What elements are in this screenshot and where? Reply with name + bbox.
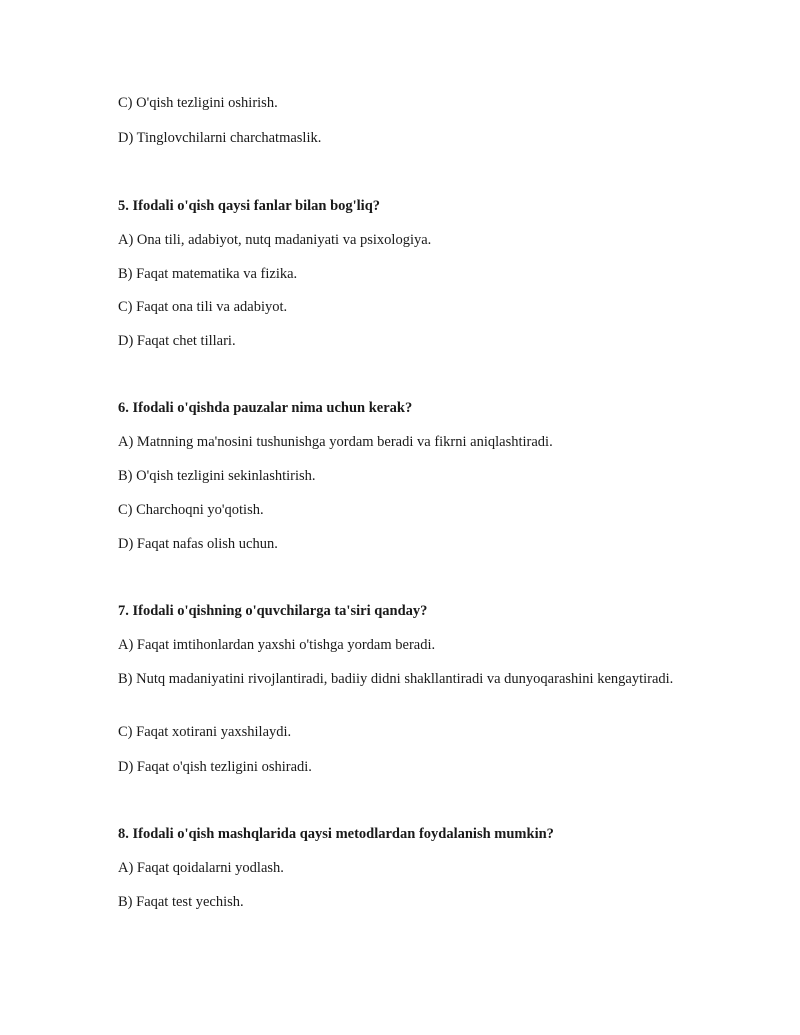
question-8: 8. Ifodali o'qish mashqlarida qaysi metodlardan foydalanish mumkin?	[118, 826, 554, 842]
option-b-q5: B) Faqat matematika va fizika.	[118, 266, 298, 282]
option-d-q4: D) Tinglovchilarni charchatmaslik.	[118, 130, 322, 146]
option-d-q6: D) Faqat nafas olish uchun.	[118, 536, 278, 552]
option-c-q6: C) Charchoqni yo'qotish.	[118, 502, 264, 518]
question-5: 5. Ifodali o'qish qaysi fanlar bilan bog'liq?	[118, 198, 381, 214]
option-b-q8: B) Faqat test yechish.	[118, 894, 244, 910]
option-a-q8: A) Faqat qoidalarni yodlash.	[118, 860, 284, 876]
option-d-q7: D) Faqat o'qish tezligini oshiradi.	[118, 759, 312, 775]
option-b-q7: B) Nutq madaniyatini rivojlantiradi, badiiy didni shakllantiradi va dunyoqarashini kengaytiradi.	[118, 671, 674, 687]
option-a-q6: A) Matnning ma'nosini tushunishga yordam beradi va fikrni aniqlashtiradi.	[118, 434, 553, 450]
question-7: 7. Ifodali o'qishning o'quvchilarga ta'siri qanday?	[118, 603, 428, 619]
option-d-q5: D) Faqat chet tillari.	[118, 333, 236, 349]
option-b-q6: B) O'qish tezligini sekinlashtirish.	[118, 468, 316, 484]
option-c-q5: C) Faqat ona tili va adabiyot.	[118, 299, 288, 315]
option-c-q4: C) O'qish tezligini oshirish.	[118, 95, 278, 111]
question-6: 6. Ifodali o'qishda pauzalar nima uchun kerak?	[118, 400, 413, 416]
option-c-q7: C) Faqat xotirani yaxshilaydi.	[118, 724, 292, 740]
option-a-q5: A) Ona tili, adabiyot, nutq madaniyati va psixologiya.	[118, 232, 432, 248]
option-a-q7: A) Faqat imtihonlardan yaxshi o'tishga yordam beradi.	[118, 637, 436, 653]
